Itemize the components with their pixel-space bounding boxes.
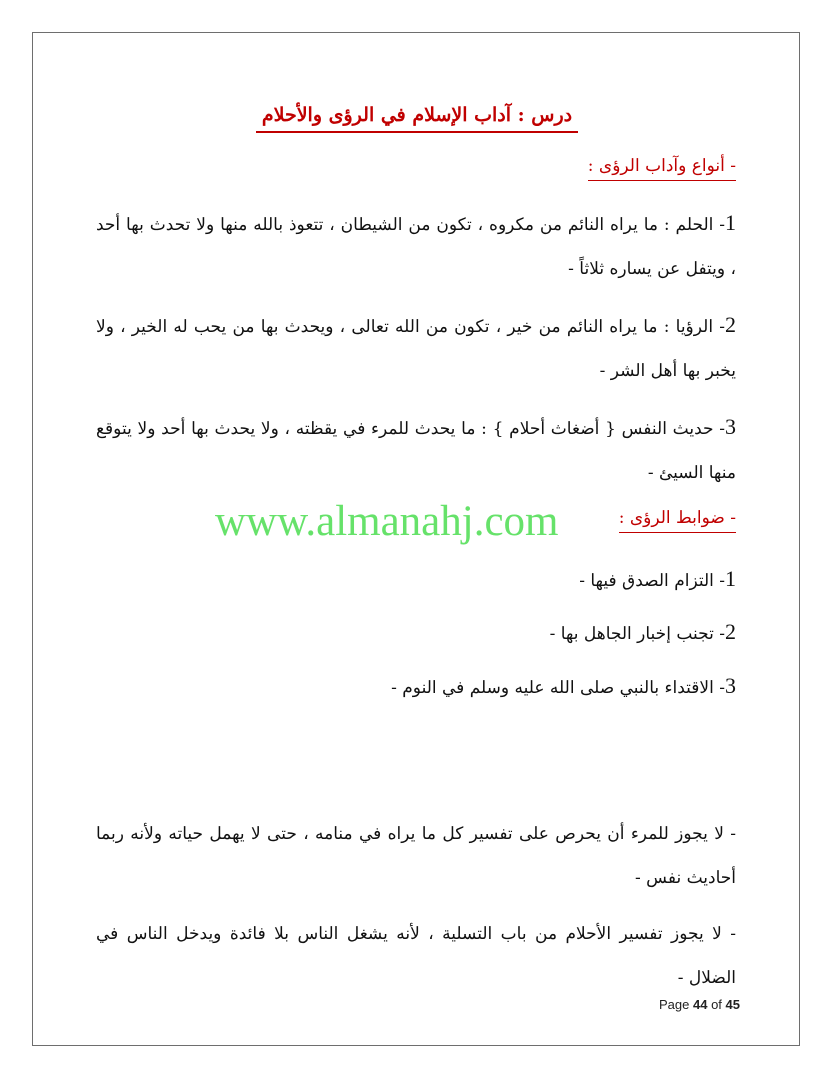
item-text: - التزام الصدق فيها -	[579, 571, 725, 591]
item-number: 3	[725, 673, 736, 698]
total-pages-number: 45	[725, 997, 740, 1012]
list-item	[550, 619, 736, 645]
page-footer	[659, 997, 740, 1012]
list-item	[391, 673, 736, 699]
item-number: 3	[725, 414, 736, 439]
note-paragraph: - لا يجوز تفسير الأحلام من باب التسلية ، لأنه يشغل الناس بلا فائدة ويدخل الناس في الضلال -	[96, 924, 736, 988]
lesson-title	[0, 104, 834, 133]
list-item	[96, 405, 736, 495]
item-number: 1	[725, 566, 736, 591]
section-heading-rules: - ضوابط الرؤى :	[619, 508, 736, 533]
item-number: 2	[725, 312, 736, 337]
item-number: 1	[725, 210, 737, 235]
page-of-label: of	[711, 997, 722, 1012]
item-number: 2	[725, 619, 736, 644]
section-heading-types: - أنواع وآداب الرؤى :	[588, 156, 736, 181]
current-page-number: 44	[692, 997, 708, 1012]
item-text: - حديث النفس { أضغاث أحلام } : ما يحدث للمرء في يقظته ، ولا يحدث بها أحد ولا يتوقع منها السيئ -	[96, 419, 736, 483]
list-item	[96, 201, 736, 291]
lesson-title-text: درس : آداب الإسلام في الرؤى والأحلام	[256, 104, 578, 133]
list-item	[96, 303, 736, 393]
item-text: - تجنب إخبار الجاهل بها -	[549, 624, 725, 644]
item-text: - الاقتداء بالنبي صلى الله عليه وسلم في النوم -	[391, 678, 725, 698]
list-item	[579, 566, 736, 592]
note-paragraph: - لا يجوز للمرء أن يحرص على تفسير كل ما يراه في منامه ، حتى لا يهمل حياته ولأنه ربما أحاديث نفس -	[96, 824, 736, 888]
item-text: - الحلم : ما يراه النائم من مكروه ، تكون من الشيطان ، تتعوذ بالله منها ولا تحدث بها أحد ، ويتفل عن يساره ثلاثاً -	[96, 215, 736, 279]
item-text: - الرؤيا : ما يراه النائم من خير ، تكون من الله تعالى ، ويحدث بها من يحب له الخير ، ولا يخبر بها أهل الشر -	[96, 317, 736, 381]
page-label: Page	[658, 997, 690, 1012]
watermark: www.almanahj.com	[215, 498, 559, 545]
